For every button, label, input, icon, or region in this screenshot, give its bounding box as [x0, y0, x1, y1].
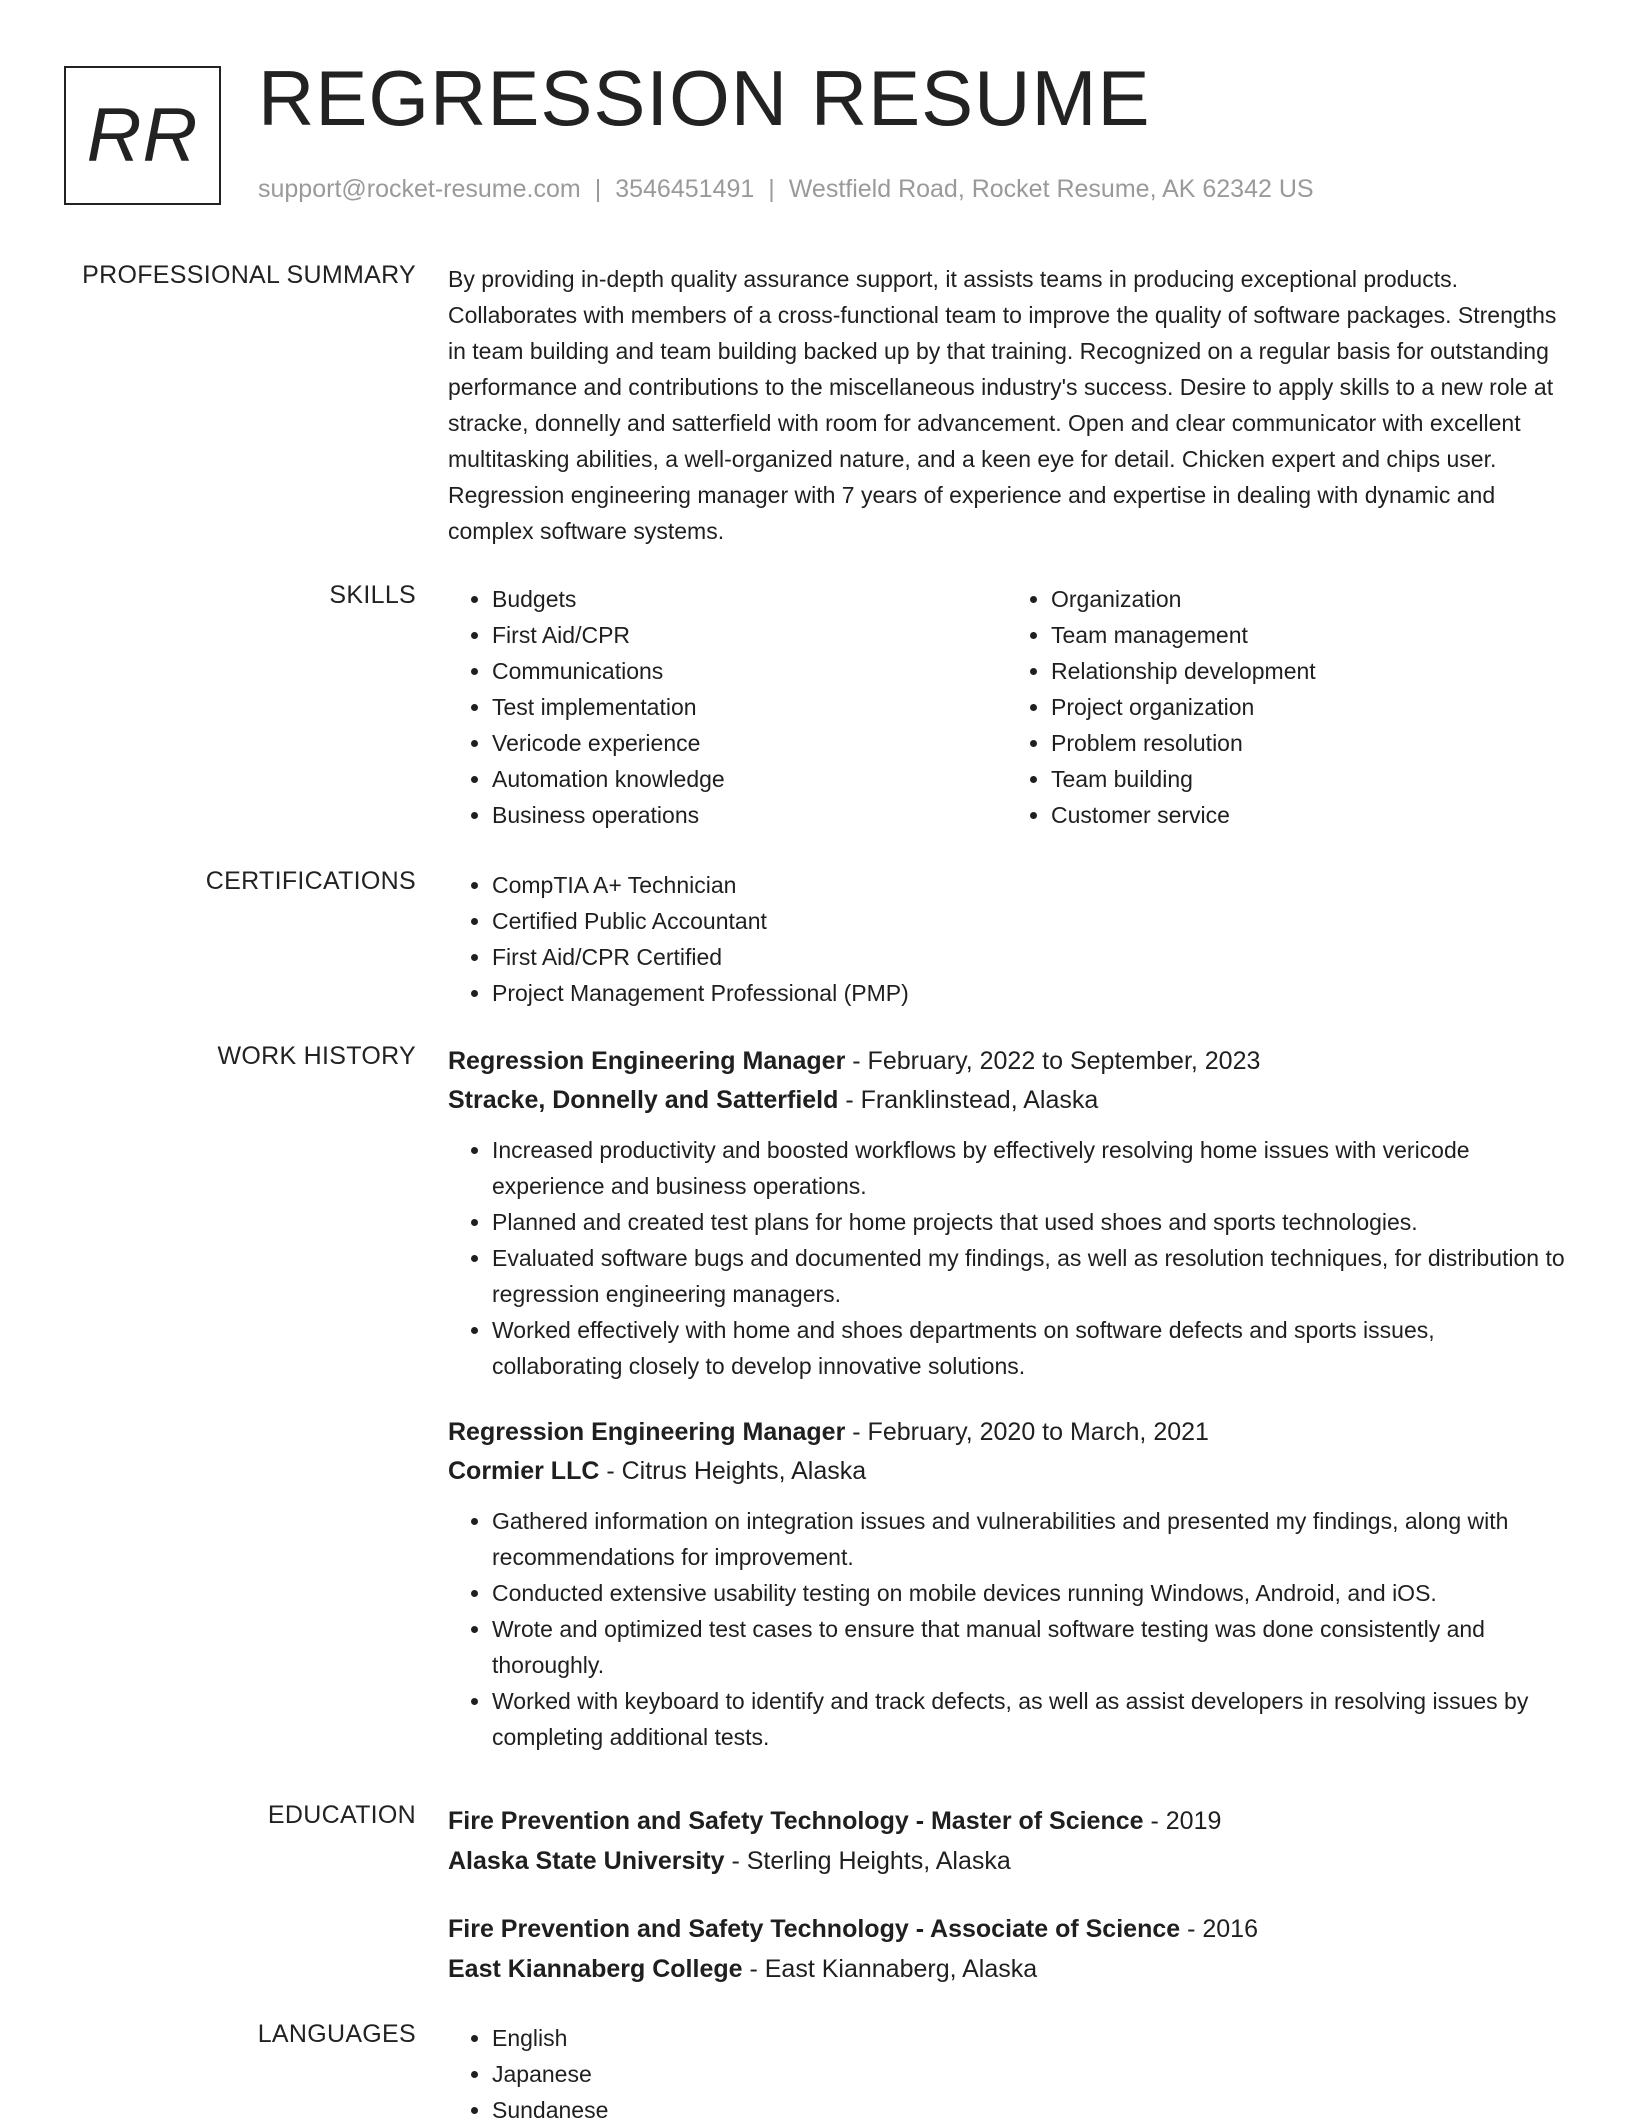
skills-column — [1007, 581, 1566, 833]
skill-item: • Team management — [1051, 617, 1566, 653]
skills-list — [448, 581, 1566, 833]
job-bullets — [448, 1132, 1566, 1384]
monogram-logo: RR — [64, 66, 221, 205]
education-year: - 2019 — [1143, 1807, 1222, 1835]
job-dates: - February, 2022 to September, 2023 — [845, 1047, 1261, 1075]
job-title: Regression Engineering Manager — [448, 1418, 846, 1446]
job-location: - Citrus Heights, Alaska — [599, 1457, 867, 1485]
section-heading: EDUCATION — [267, 1801, 416, 1829]
job-bullet: • Worked with keyboard to identify and track defects, as well as assist developers in resolving issues by completing additional tests. — [492, 1683, 1566, 1755]
skill-item: • Business operations — [492, 797, 1007, 833]
job-company-line — [448, 1081, 1566, 1120]
skill-item: • Vericode experience — [492, 725, 1007, 761]
section-heading: WORK HISTORY — [217, 1042, 416, 1070]
skill-item: • Relationship development — [1051, 653, 1566, 689]
job-bullet: • Evaluated software bugs and documented my findings, as well as resolution techniques, for distribution to regression engineering managers. — [492, 1240, 1566, 1312]
skill-item: • Team building — [1051, 761, 1566, 797]
section-heading: LANGUAGES — [257, 2020, 416, 2048]
job-bullet: • Gathered information on integration issues and vulnerabilities and presented my findings, along with recommendations for improvement. — [492, 1503, 1566, 1575]
education-location: - Sterling Heights, Alaska — [724, 1847, 1011, 1875]
job-entry — [448, 1413, 1566, 1755]
education-school-line — [448, 1841, 1566, 1881]
education-list — [448, 1801, 1566, 2017]
certifications-list — [448, 867, 1566, 1011]
contact-phone: 3546451491 — [615, 175, 755, 203]
work-history-list — [448, 1042, 1566, 1784]
skill-item: • Project organization — [1051, 689, 1566, 725]
contact-separator: | — [768, 175, 775, 203]
job-bullet: • Planned and created test plans for home projects that used shoes and sports technologies. — [492, 1204, 1566, 1240]
education-school: East Kiannaberg College — [448, 1955, 743, 1983]
summary-text: By providing in-depth quality assurance support, it assists teams in producing exceptional products. Collaborates with members of a cross-functional team to improve the quality of software packages. Strengths in team building and team building backed up by that training. Recognized on a regular basis for outstanding performance and contributions to the miscellaneous industry's success. Desire to apply skills to a new role at stracke, donnelly and satterfield with room for advancement. Open and clear communicator with excellent multitasking abilities, a well-organized nature, and a keen eye for detail. Chicken expert and chips user. Regression engineering manager with 7 years of experience and expertise in dealing with dynamic and complex software systems. — [448, 266, 1557, 544]
certification-item: • Certified Public Accountant — [492, 903, 1566, 939]
certification-item: • Project Management Professional (PMP) — [492, 975, 1566, 1011]
job-bullets — [448, 1503, 1566, 1755]
skill-item: • Communications — [492, 653, 1007, 689]
skill-item: • Problem resolution — [1051, 725, 1566, 761]
education-degree-line — [448, 1801, 1566, 1841]
skill-item: • Test implementation — [492, 689, 1007, 725]
skill-item: • First Aid/CPR — [492, 617, 1007, 653]
section-heading: PROFESSIONAL SUMMARY — [82, 261, 416, 289]
job-title-line — [448, 1413, 1566, 1452]
education-entry — [448, 1909, 1566, 1989]
education-school: Alaska State University — [448, 1847, 725, 1875]
education-degree: Fire Prevention and Safety Technology - Master of Science — [448, 1807, 1144, 1835]
job-bullet: • Conducted extensive usability testing on mobile devices running Windows, Android, and iOS. — [492, 1575, 1566, 1611]
job-company: Stracke, Donnelly and Satterfield — [448, 1086, 839, 1114]
contact-email: support@rocket-resume.com — [258, 175, 581, 203]
job-title: Regression Engineering Manager — [448, 1047, 846, 1075]
resume-name: REGRESSION RESUME — [258, 54, 1151, 142]
skills-column — [448, 581, 1007, 833]
education-degree: Fire Prevention and Safety Technology - Associate of Science — [448, 1915, 1181, 1943]
job-bullet: • Increased productivity and boosted workflows by effectively resolving home issues with vericode experience and business operations. — [492, 1132, 1566, 1204]
skill-item: • Customer service — [1051, 797, 1566, 833]
section-heading: CERTIFICATIONS — [205, 867, 416, 895]
contact-line — [258, 175, 1314, 204]
education-location: - East Kiannaberg, Alaska — [742, 1955, 1038, 1983]
section-heading: SKILLS — [329, 581, 416, 609]
job-entry — [448, 1042, 1566, 1384]
contact-address: Westfield Road, Rocket Resume, AK 62342 US — [788, 175, 1314, 203]
job-title-line — [448, 1042, 1566, 1081]
language-item: • Sundanese — [492, 2092, 1566, 2128]
job-company-line — [448, 1452, 1566, 1491]
skill-item: • Budgets — [492, 581, 1007, 617]
certification-item: • First Aid/CPR Certified — [492, 939, 1566, 975]
language-item: • Japanese — [492, 2056, 1566, 2092]
skill-item: • Automation knowledge — [492, 761, 1007, 797]
language-item: • English — [492, 2020, 1566, 2056]
education-degree-line — [448, 1909, 1566, 1949]
job-dates: - February, 2020 to March, 2021 — [845, 1418, 1209, 1446]
job-company: Cormier LLC — [448, 1457, 600, 1485]
certification-item: • CompTIA A+ Technician — [492, 867, 1566, 903]
job-bullet: • Wrote and optimized test cases to ensure that manual software testing was done consistently and thoroughly. — [492, 1611, 1566, 1683]
education-school-line — [448, 1949, 1566, 1989]
skill-item: • Organization — [1051, 581, 1566, 617]
job-location: - Franklinstead, Alaska — [838, 1086, 1099, 1114]
education-year: - 2016 — [1180, 1915, 1258, 1943]
education-entry — [448, 1801, 1566, 1881]
job-bullet: • Worked effectively with home and shoes departments on software defects and sports issues, collaborating closely to develop innovative solutions. — [492, 1312, 1566, 1384]
contact-separator: | — [594, 175, 602, 203]
